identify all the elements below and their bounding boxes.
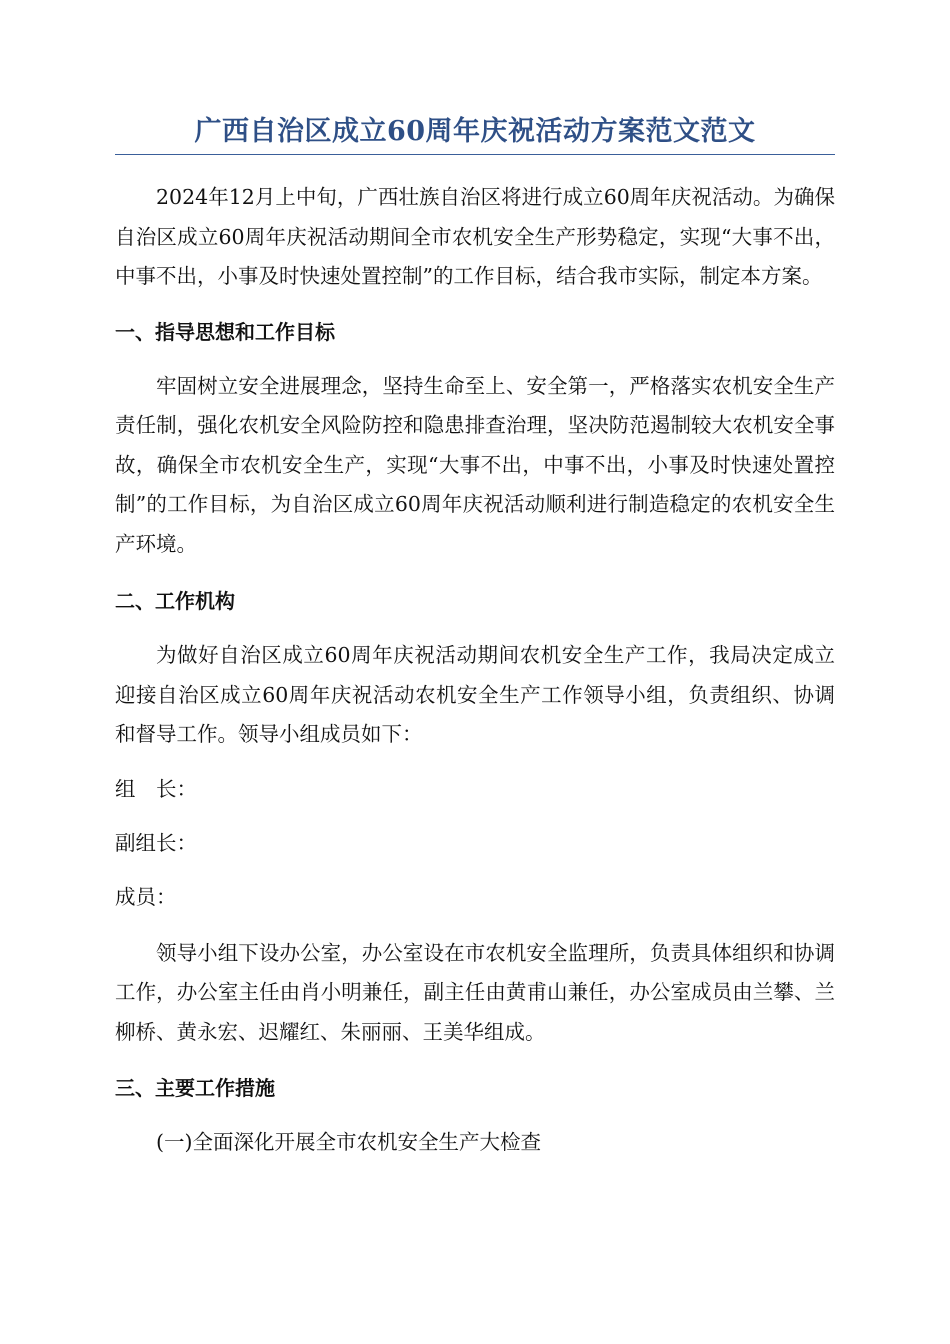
deputy-leader-label: 副组长：: [115, 830, 197, 855]
intro-paragraph: 2024年12月上中旬，广西壮族自治区将进行成立60周年庆祝活动。为确保自治区成立60周年庆祝活动期间全市农机安全生产形势稳定，实现“大事不出，中事不出，小事及时快速处置控制”的工作目标，结合我市实际，制定本方案。: [115, 185, 835, 288]
document-title: 广西自治区成立60周年庆祝活动方案范文范文: [115, 112, 835, 155]
members-label: 成员：: [115, 884, 177, 909]
section-3-heading: 三、主要工作措施: [115, 1076, 275, 1100]
section-2-heading: 二、工作机构: [115, 589, 235, 613]
subsection-1-heading: (一)全面深化开展全市农机安全生产大检查: [156, 1130, 541, 1154]
section-2-body: 为做好自治区成立60周年庆祝活动期间农机安全生产工作，我局决定成立迎接自治区成立60周年庆祝活动农机安全生产工作领导小组，负责组织、协调和督导工作。领导小组成员如下：: [115, 643, 835, 746]
leader-label: 组 长：: [115, 776, 197, 801]
document-page: [115, 112, 835, 1157]
section-1-heading: 一、指导思想和工作目标: [115, 319, 335, 344]
office-paragraph: 领导小组下设办公室，办公室设在市农机安全监理所，负责具体组织和协调工作，办公室主任由肖小明兼任，副主任由黄甫山兼任，办公室成员由兰攀、兰柳桥、黄永宏、迟耀红、朱丽丽、王美华组成。: [115, 940, 835, 1044]
section-1-body: 牢固树立安全进展理念，坚持生命至上、安全第一，严格落实农机安全生产责任制，强化农机安全风险防控和隐患排查治理，坚决防范遏制较大农机安全事故，确保全市农机安全生产，实现“大事不出，中事不出，小事及时快速处置控制”的工作目标，为自治区成立60周年庆祝活动顺利进行制造稳定的农机安全生产环境。: [115, 373, 835, 556]
